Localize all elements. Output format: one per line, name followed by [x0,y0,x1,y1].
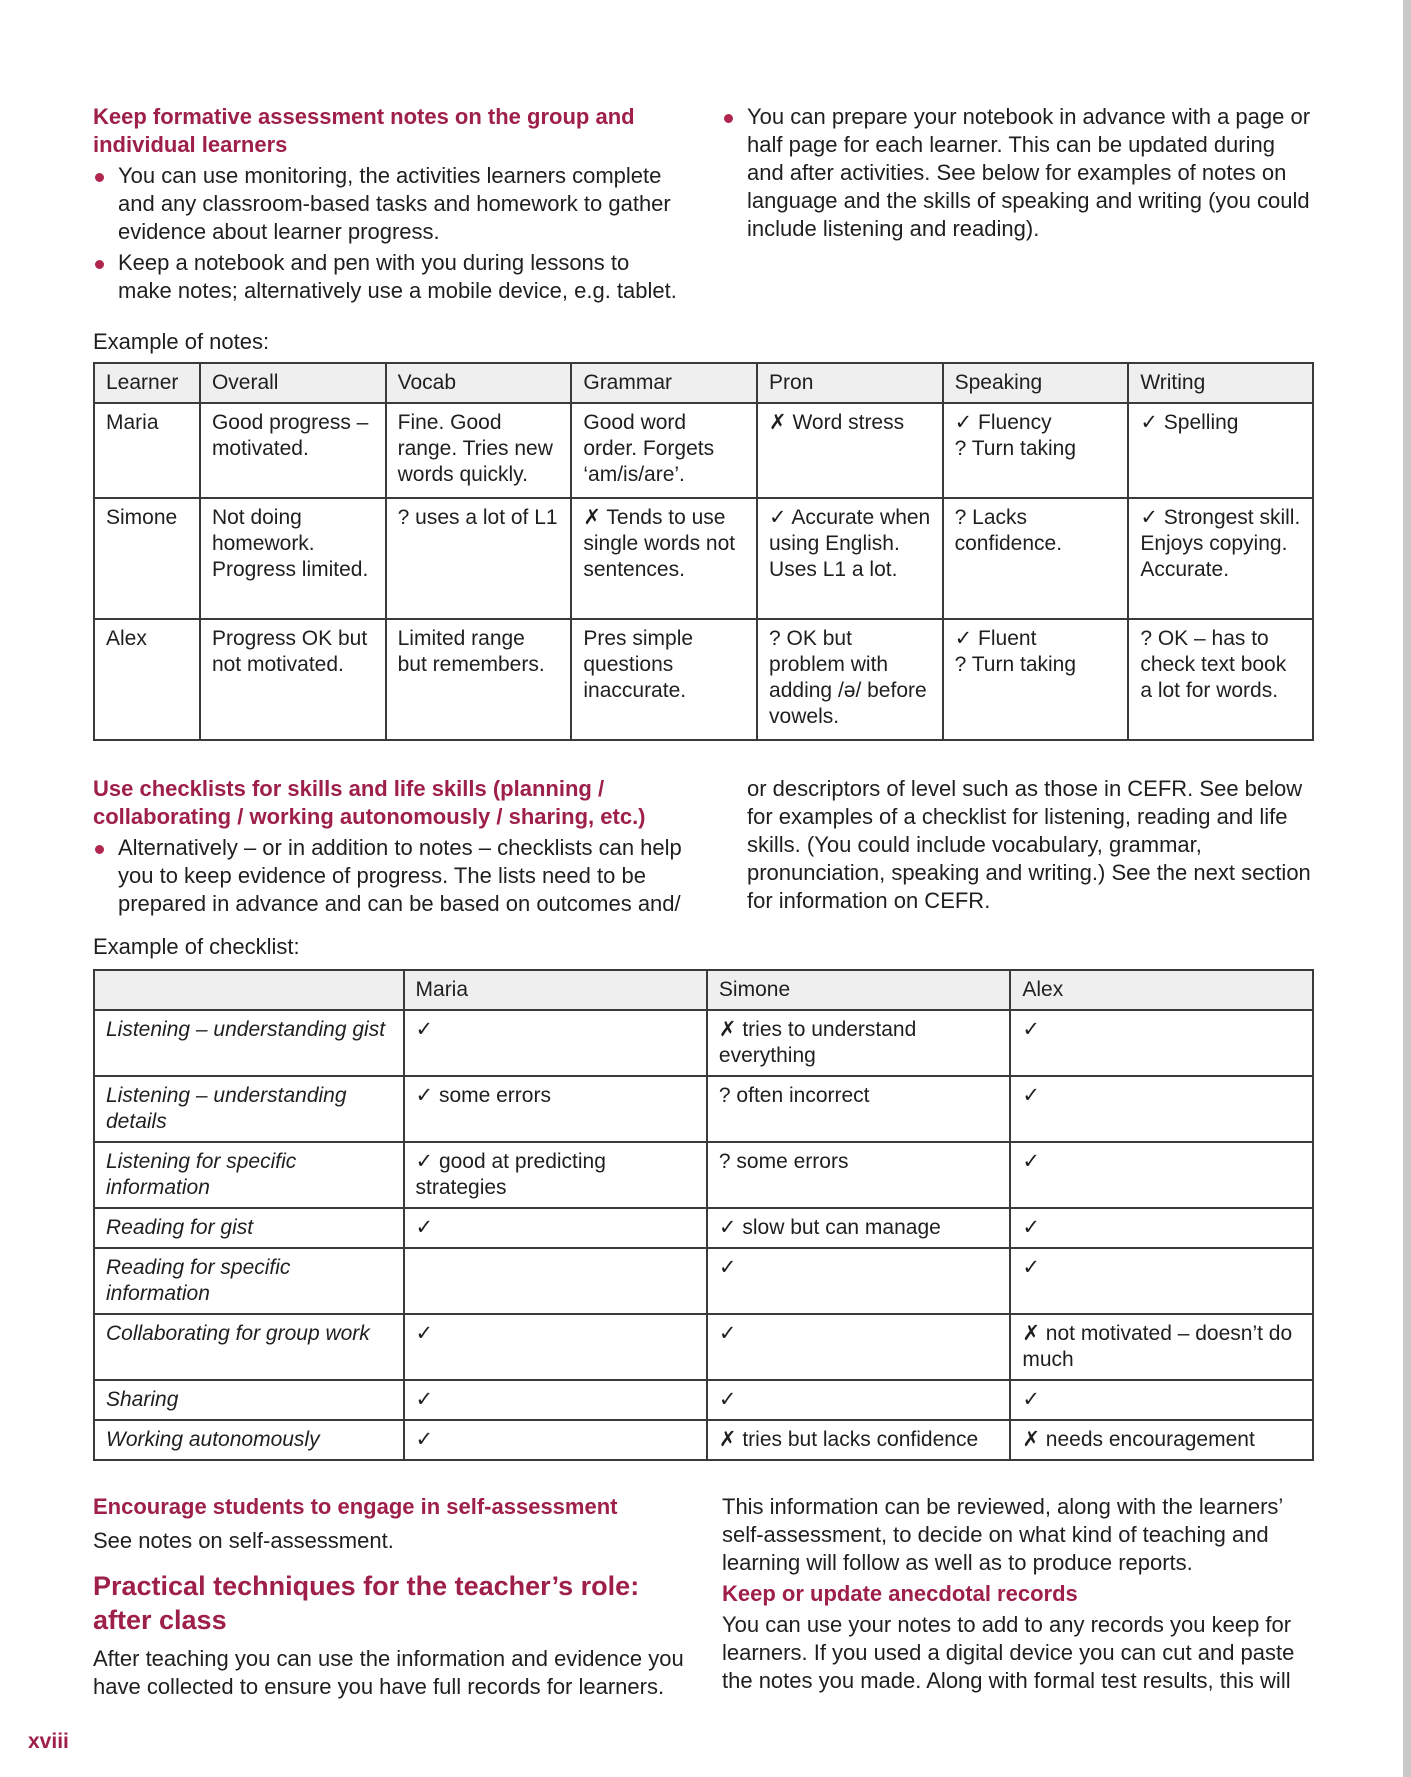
speaking-note: ? Turn taking [954,653,1077,676]
header-speaking: Speaking [943,363,1129,403]
cell-writing: ✓ Spelling [1128,403,1313,498]
cell-grammar: Good word order. Forgets ‘am/is/are’. [571,403,757,498]
cell-simone: ✓ [707,1314,1010,1380]
page-edge [1403,0,1411,1777]
cell-simone: ✓ slow but can manage [707,1208,1010,1248]
cell-simone: ✓ [707,1380,1010,1420]
header-skill [94,970,404,1010]
cell-skill: Reading for specific information [94,1248,404,1314]
cell-skill: Reading for gist [94,1208,404,1248]
table-row [94,619,1313,740]
cell-alex: ✓ [1010,1208,1313,1248]
cell-skill: Working autonomously [94,1420,404,1460]
table-row [94,1420,1313,1460]
cell-overall: Not doing homework. Progress limited. [200,498,386,619]
speaking-note: ✓ Fluency [954,411,1052,434]
cell-vocab: Fine. Good range. Tries new words quickly. [386,403,572,498]
cefr-text: or descriptors of level such as those in CEFR. See below for examples of a checklist for listening, reading and life skills. (You could include vocabulary, grammar, pronunciation, speaking and writing.) See the next section for information on CEFR. [747,776,1311,913]
cell-simone: ✗ tries but lacks confidence [707,1420,1010,1460]
right-column-bottom [722,1493,1312,1695]
header-maria: Maria [404,970,707,1010]
cell-skill: Listening for specific information [94,1142,404,1208]
after-class-text: After teaching you can use the information and evidence you have collected to ensure you have full records for learners. [93,1646,684,1699]
cell-alex: ✓ [1010,1010,1313,1076]
section-heading-self-assessment: Encourage students to engage in self-assessment [93,1494,618,1519]
bullet-prepare-notebook: You can prepare your notebook in advance with a page or half page for each learner. This can be updated during and after activities. See below for examples of notes on language and the skills of speaking and writing (you could include listening and reading). [722,103,1312,243]
cell-learner: Alex [94,619,200,740]
table-row [94,1142,1313,1208]
cell-learner: Maria [94,403,200,498]
cell-grammar: ✗ Tends to use single words not sentences. [571,498,757,619]
cell-overall: Progress OK but not motivated. [200,619,386,740]
table-row [94,1076,1313,1142]
page-number: xviii [28,1730,69,1753]
speaking-note: ? Turn taking [954,437,1077,460]
header-grammar: Grammar [571,363,757,403]
table-row [94,498,1313,619]
cell-grammar: Pres simple questions inaccurate. [571,619,757,740]
header-vocab: Vocab [386,363,572,403]
table-row [94,1380,1313,1420]
checklist-table [93,969,1314,1461]
cell-maria: ✓ [404,1380,707,1420]
cell-vocab: Limited range but remembers. [386,619,572,740]
header-learner: Learner [94,363,200,403]
cell-maria: ✓ [404,1420,707,1460]
header-pron: Pron [757,363,943,403]
right-column-checklists [747,775,1317,915]
bullet-checklists: Alternatively – or in addition to notes – checklists can help you to keep evidence of progress. The lists need to be prepared in advance and can be based on outcomes and/ [93,834,683,918]
checklist-caption: Example of checklist: [93,934,300,959]
cell-alex: ✓ [1010,1248,1313,1314]
cell-alex: ✓ [1010,1380,1313,1420]
notes-table [93,362,1314,741]
cell-simone: ? often incorrect [707,1076,1010,1142]
notes-header-row [94,363,1313,403]
self-assessment-text: See notes on self-assessment. [93,1528,394,1553]
header-overall: Overall [200,363,386,403]
bullet-monitoring: You can use monitoring, the activities learners complete and any classroom-based tasks and homework to gather evidence about learner progress. [93,162,683,246]
cell-writing: ? OK – has to check text book a lot for words. [1128,619,1313,740]
header-simone: Simone [707,970,1010,1010]
table-row [94,1208,1313,1248]
table-row [94,403,1313,498]
cell-alex: ✗ needs encouragement [1010,1420,1313,1460]
section-title-after-class: Practical techniques for the teacher’s role: after class [93,1571,640,1635]
section-heading-checklists: Use checklists for skills and life skills (planning / collaborating / working autonomously / sharing, etc.) [93,776,646,829]
cell-alex: ✓ [1010,1142,1313,1208]
checklist-header-row [94,970,1313,1010]
cell-skill: Collaborating for group work [94,1314,404,1380]
cell-pron: ✓ Accurate when using English. Uses L1 a lot. [757,498,943,619]
cell-speaking [943,403,1129,498]
cell-maria: ✓ good at predicting strategies [404,1142,707,1208]
cell-simone: ✓ [707,1248,1010,1314]
cell-writing: ✓ Strongest skill. Enjoys copying. Accurate. [1128,498,1313,619]
notes-caption: Example of notes: [93,329,270,354]
cell-simone: ✗ tries to understand everything [707,1010,1010,1076]
cell-speaking [943,498,1129,619]
cell-maria: ✓ [404,1208,707,1248]
cell-maria: ✓ [404,1010,707,1076]
cell-speaking [943,619,1129,740]
anecdotal-text: You can use your notes to add to any records you keep for learners. If you used a digital device you can cut and paste the notes you made. Along with formal test results, this will [722,1612,1295,1693]
cell-learner: Simone [94,498,200,619]
review-text: This information can be reviewed, along with the learners’ self-assessment, to decide on what kind of teaching and learning will follow as well as to produce reports. [722,1494,1283,1575]
cell-maria [404,1248,707,1314]
speaking-note: ✓ Fluent [954,627,1037,650]
left-column-checklists [93,775,683,918]
table-row [94,1010,1313,1076]
cell-maria: ✓ some errors [404,1076,707,1142]
speaking-note: ? Lacks confidence. [954,506,1063,555]
header-alex: Alex [1010,970,1313,1010]
cell-alex: ✗ not motivated – doesn’t do much [1010,1314,1313,1380]
table-row [94,1248,1313,1314]
cell-pron: ? OK but problem with adding /ə/ before vowels. [757,619,943,740]
cell-overall: Good progress – motivated. [200,403,386,498]
cell-alex: ✓ [1010,1076,1313,1142]
table-row [94,1314,1313,1380]
header-writing: Writing [1128,363,1313,403]
cell-skill: Listening – understanding gist [94,1010,404,1076]
cell-vocab: ? uses a lot of L1 [386,498,572,619]
right-column-intro [722,103,1312,243]
cell-skill: Sharing [94,1380,404,1420]
section-heading-anecdotal: Keep or update anecdotal records [722,1581,1078,1606]
cell-skill: Listening – understanding details [94,1076,404,1142]
left-column-intro [93,103,683,305]
cell-maria: ✓ [404,1314,707,1380]
section-heading-formative: Keep formative assessment notes on the group and individual learners [93,104,635,157]
left-column-bottom [93,1493,693,1701]
bullet-notebook: Keep a notebook and pen with you during lessons to make notes; alternatively use a mobile device, e.g. tablet. [93,249,683,305]
cell-simone: ? some errors [707,1142,1010,1208]
cell-pron: ✗ Word stress [757,403,943,498]
